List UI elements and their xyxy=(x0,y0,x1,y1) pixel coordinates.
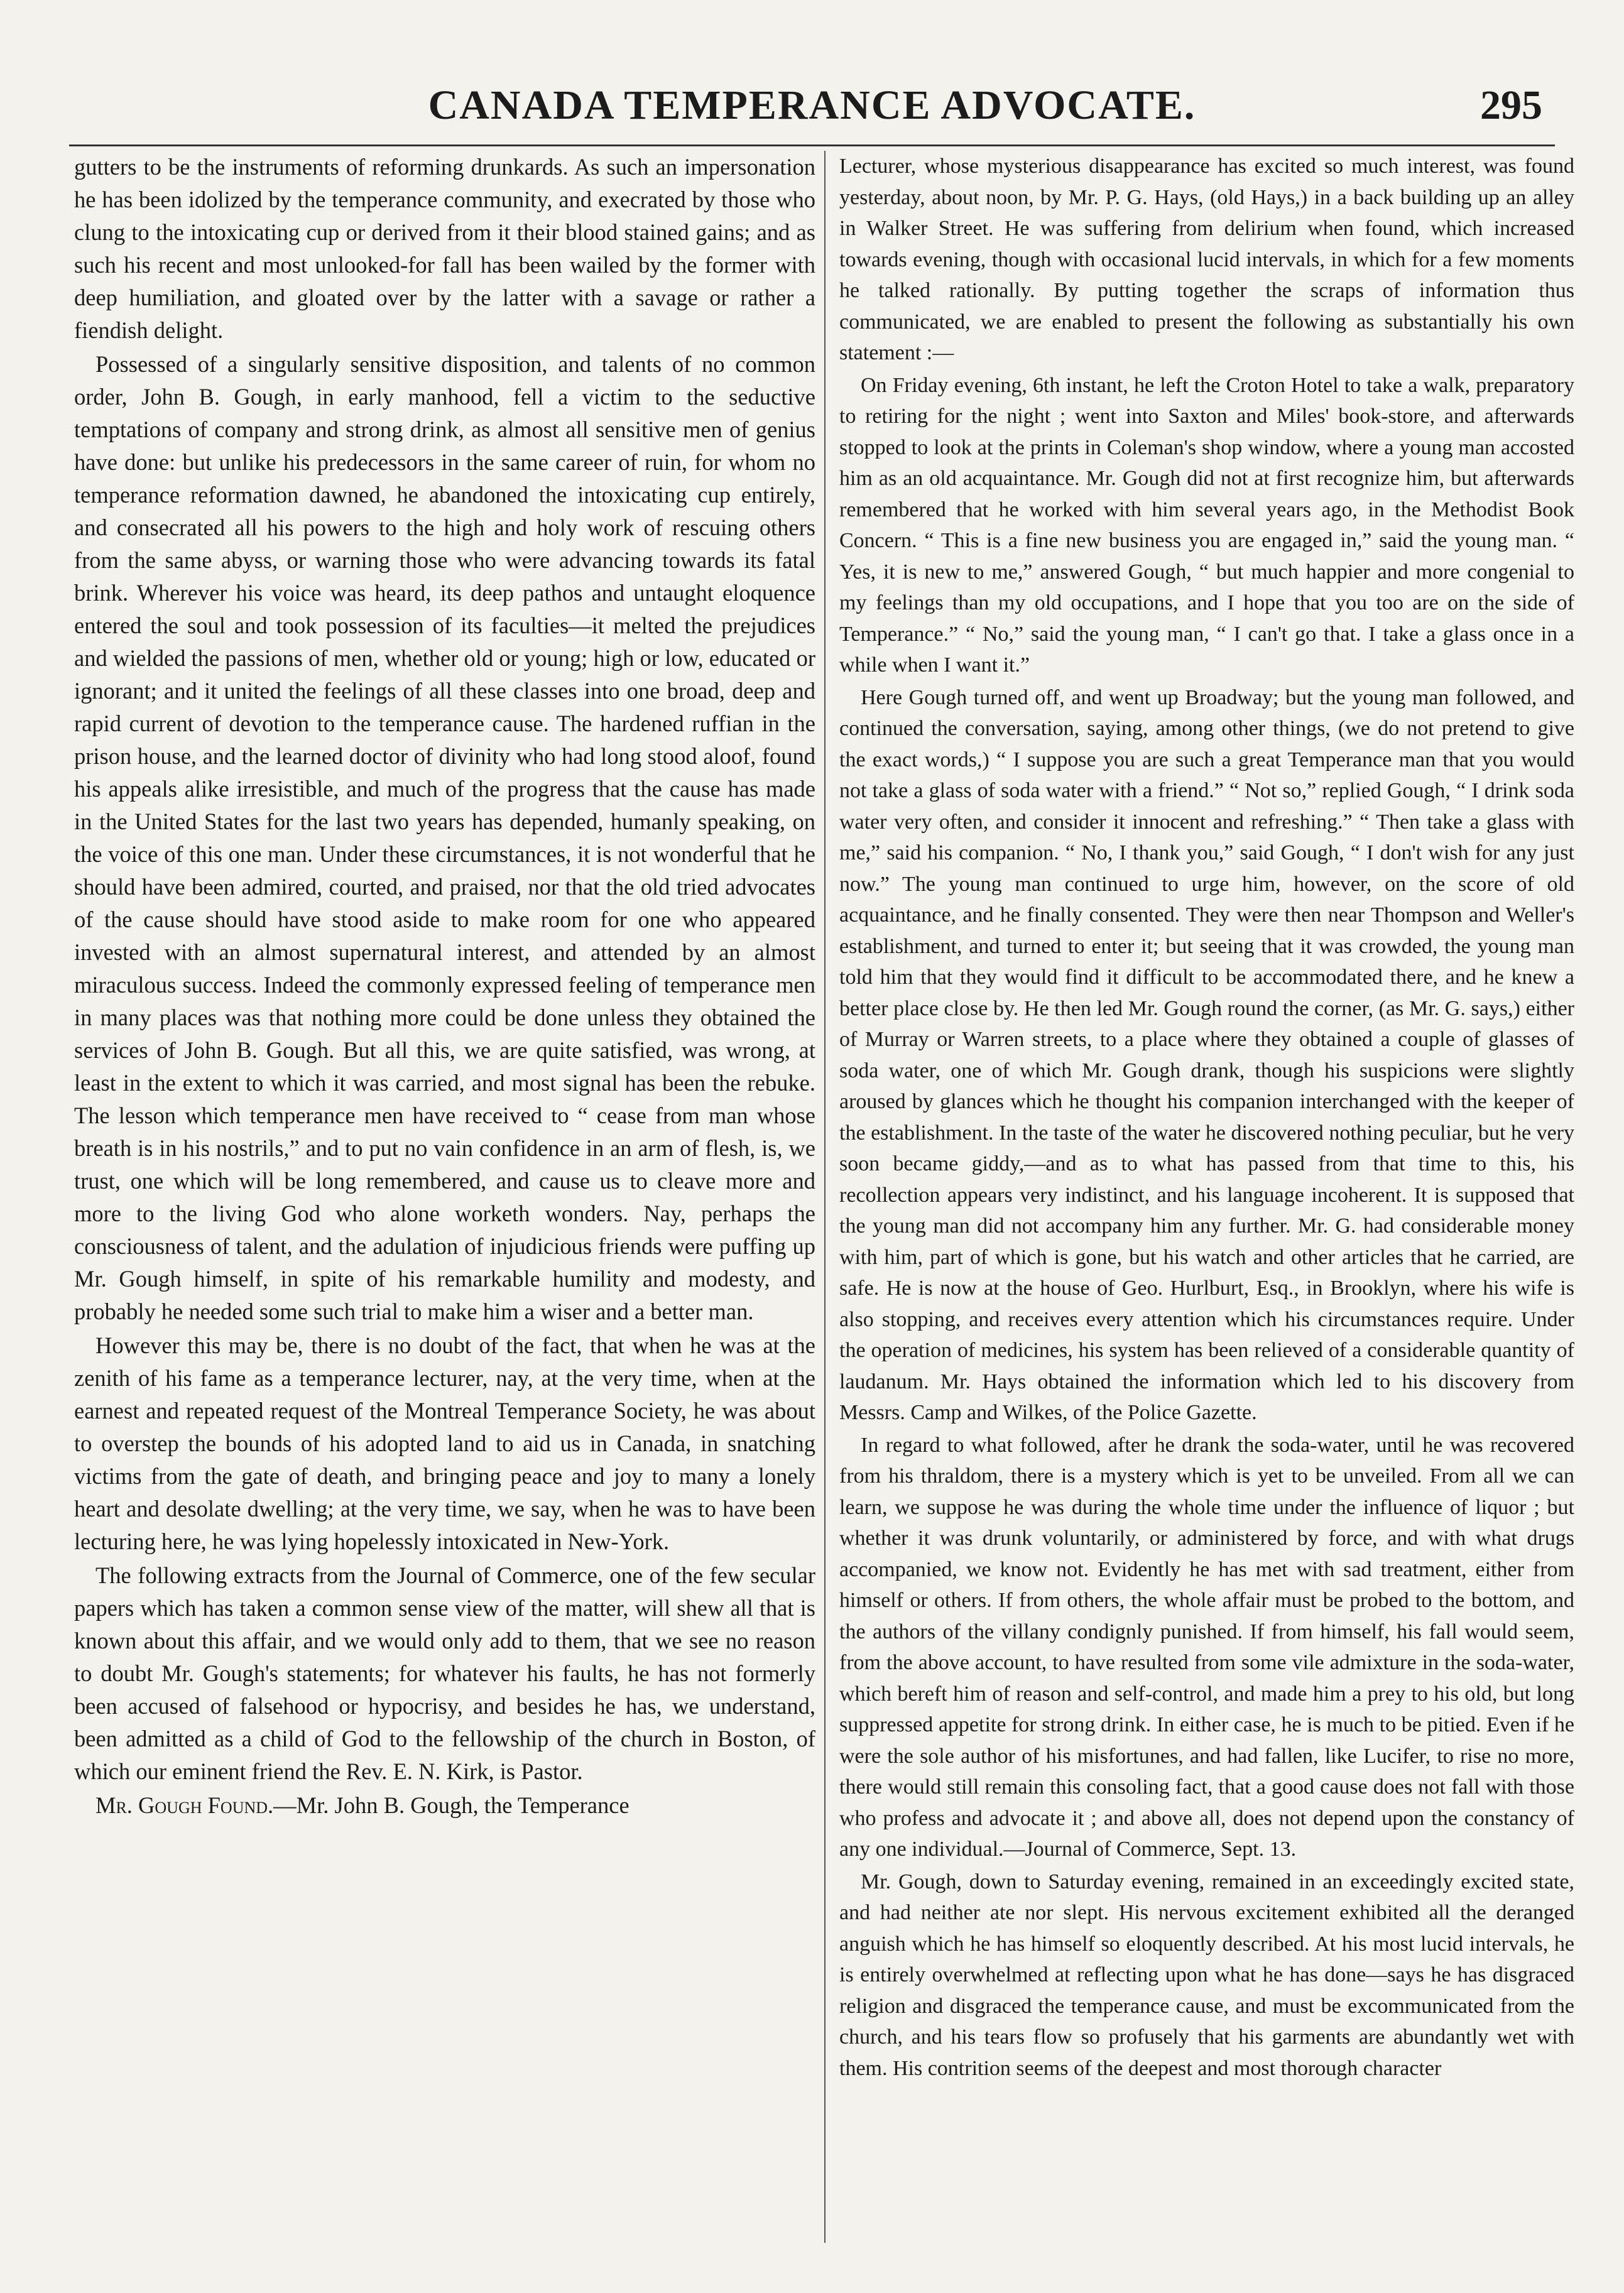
masthead xyxy=(69,75,1555,146)
right-paragraph-4: In regard to what followed, after he drank the soda-water, until he was recovered from his thraldom, there is a mystery which is yet to be unveiled. From all we can learn, we suppose he was during the whole time under the influence of liquor ; but whether it was drunk voluntarily, or administered by force, and with what drugs accompanied, we know not. Evidently he has met with sad treatment, either from himself or others. If from others, the whole affair must be probed to the bottom, and the authors of the villany condignly punished. If from himself, his fall would seem, from the above account, to have resulted from some vile admixture in the soda-water, which bereft him of reason and self-control, and made him a prey to his old, but long suppressed appetite for strong drink. In either case, he is much to be pitied. Even if he were the sole author of his misfortunes, and had fallen, like Lucifer, to rise no more, there would still remain this consoling fact, that a good cause does not fall with those who profess and advocate it ; and above all, does not depend upon the constancy of any one individual.—Journal of Commerce, Sept. 13. xyxy=(839,1433,1574,1861)
article-heading-continuation: —Mr. John B. Gough, the Temperance xyxy=(273,1792,629,1818)
column-divider xyxy=(824,151,826,2243)
publication-title: CANADA TEMPERANCE ADVOCATE. xyxy=(428,82,1196,128)
left-paragraph-5 xyxy=(74,1789,815,1822)
left-paragraph-1: gutters to be the instruments of reforming drunkards. As such an impersonation he has been idolized by the temperance community, and execrated by those who clung to the intoxicating cup or derived from it their blood stained gains; and as such his recent and most unlooked-for fall has been wailed by the former with deep humiliation, and gloated over by the latter with a savage or rather a fiendish delight. xyxy=(74,154,815,343)
left-paragraph-4: The following extracts from the Journal of Commerce, one of the few secular papers which has taken a common sense view of the matter, will shew all that is known about this affair, and we would only add to them, that we see no reason to doubt Mr. Gough's statements; for whatever his faults, he has not formerly been accused of falsehood or hypocrisy, and besides he has, we understand, been admitted as a child of God to the fellowship of the church in Boston, of which our eminent friend the Rev. E. N. Kirk, is Pastor. xyxy=(74,1562,815,1784)
right-paragraph-5: Mr. Gough, down to Saturday evening, remained in an exceedingly excited state, and had neither ate nor slept. His nervous excitement exhibited all the deranged anguish which he has himself so eloquently described. At his most lucid intervals, he is entirely overwhelmed at reflecting upon what he has done—says he has disgraced religion and disgraced the temperance cause, and must be excommunicated from the church, and his tears flow so profusely that his garments are abundantly wet with them. His contrition seems of the deepest and most thorough character xyxy=(839,1870,1574,2080)
left-paragraph-2: Possessed of a singularly sensitive disposition, and talents of no common order, John B. Gough, in early manhood, fell a victim to the seductive temptations of company and strong drink, as almost all sensitive men of genius have done: but unlike his predecessors in the same career of ruin, for whom no temperance reformation dawned, he abandoned the intoxicating cup entirely, and consecrated all his powers to the high and holy work of rescuing others from the same abyss, or warning those who were advancing towards its fatal brink. Wherever his voice was heard, its deep pathos and untaught eloquence entered the soul and took possession of its faculties—it melted the prejudices and wielded the passions of men, whether old or young; high or low, educated or ignorant; and it united the feelings of all these classes into one broad, deep and rapid current of devotion to the temperance cause. The hardened ruffian in the prison house, and the learned doctor of divinity who had long stood aloof, found his appeals alike irresistible, and much of the progress that the cause has made in the United States for the last two years has depended, humanly speaking, on the voice of this one man. Under these circumstances, it is not wonderful that he should have been admired, courted, and praised, nor that the old tried advocates of the cause should have stood aside to make room for one who appeared invested with an almost supernatural interest, and attended by an almost miraculous success. Indeed the commonly expressed feeling of temperance men in many places was that nothing more could be done unless they obtained the services of John B. Gough. But all this, we are quite satisfied, was wrong, at least in the extent to which it was carried, and most signal has been the rebuke. The lesson which temperance men have received to “ cease from man whose breath is in his nostrils,” and to put no vain confidence in an arm of flesh, is, we trust, one which will be long remembered, and cause us to cleave more and more to the living God who alone worketh wonders. Nay, perhaps the consciousness of talent, and the adulation of injudicious friends were puffing up Mr. Gough himself, in spite of his remarkable humility and modesty, and probably he needed some such trial to make him a wiser and a better man. xyxy=(74,351,815,1324)
page-number: 295 xyxy=(1480,82,1542,128)
right-paragraph-1: Lecturer, whose mysterious disappearance has excited so much interest, was found yesterday, about noon, by Mr. P. G. Hays, (old Hays,) in a back building up an alley in Walker Street. He was suffering from delirium when found, which increased towards evening, though with occasional lucid intervals, in which for a few moments he talked rationally. By putting together the scraps of information thus communicated, we are enabled to present the following as substantially his own statement :— xyxy=(839,155,1574,364)
article-heading: Mr. Gough Found. xyxy=(95,1792,274,1818)
right-paragraph-2: On Friday evening, 6th instant, he left the Croton Hotel to take a walk, preparatory to retiring for the night ; went into Saxton and Miles' book-store, and afterwards stopped to look at the prints in Coleman's shop window, where a young man accosted him as an old acquaintance. Mr. Gough did not at first recognize him, but afterwards remembered that he worked with him several years ago, in the Methodist Book Concern. “ This is a fine new business you are engaged in,” said the young man. “ Yes, it is new to me,” answered Gough, “ but much happier and more congenial to my feelings than my old occupations, and I hope that you too are on the side of Temperance.” “ No,” said the young man, “ I can't go that. I take a glass once in a while when I want it.” xyxy=(839,373,1574,677)
left-column xyxy=(74,151,815,2243)
right-paragraph-3: Here Gough turned off, and went up Broadway; but the young man followed, and continued the conversation, saying, among other things, (we do not pretend to give the exact words,) “ I suppose you are such a great Temperance man that you would not take a glass of soda water with a friend.” “ Not so,” replied Gough, “ I drink soda water very often, and consider it innocent and refreshing.” “ Then take a glass with me,” said his companion. “ No, I thank you,” said Gough, “ I don't wish for any just now.” The young man continued to urge him, however, on the score of old acquaintance, and he finally consented. They were then near Thompson and Weller's establishment, and turned to enter it; but seeing that it was crowded, the young man told him that they would find it difficult to be accommodated there, and he knew a better place close by. He then led Mr. Gough round the corner, (as Mr. G. says,) either of Murray or Warren streets, to a place where they obtained a couple of glasses of soda water, one of which Mr. Gough drank, though his suspicions were slightly aroused by glances which he thought his companion interchanged with the keeper of the establishment. In the taste of the water he discovered nothing peculiar, but he very soon became giddy,—and as to what has passed from that time to this, his recollection appears very indistinct, and his language incoherent. It is supposed that the young man did not accompany him any further. Mr. G. had considerable money with him, part of which is gone, but his watch and other articles that he carried, are safe. He is now at the house of Geo. Hurlburt, Esq., in Brooklyn, where his wife is also stopping, and receives every attention which his circumstances require. Under the operation of medicines, his system has been relieved of a considerable quantity of laudanum. Mr. Hays obtained the information which led to his discovery from Messrs. Camp and Wilkes, of the Police Gazette. xyxy=(839,685,1574,1424)
left-paragraph-3: However this may be, there is no doubt of the fact, that when he was at the zenith of his fame as a temperance lecturer, nay, at the very time, when at the earnest and repeated request of the Montreal Temperance Society, he was about to overstep the bounds of his adopted land to aid us in Canada, in snatching victims from the gate of death, and bringing peace and joy to many a lonely heart and desolate dwelling; at the very time, we say, when he was to have been lecturing here, he was lying hopelessly intoxicated in New-York. xyxy=(74,1332,815,1554)
right-column xyxy=(839,151,1574,2243)
